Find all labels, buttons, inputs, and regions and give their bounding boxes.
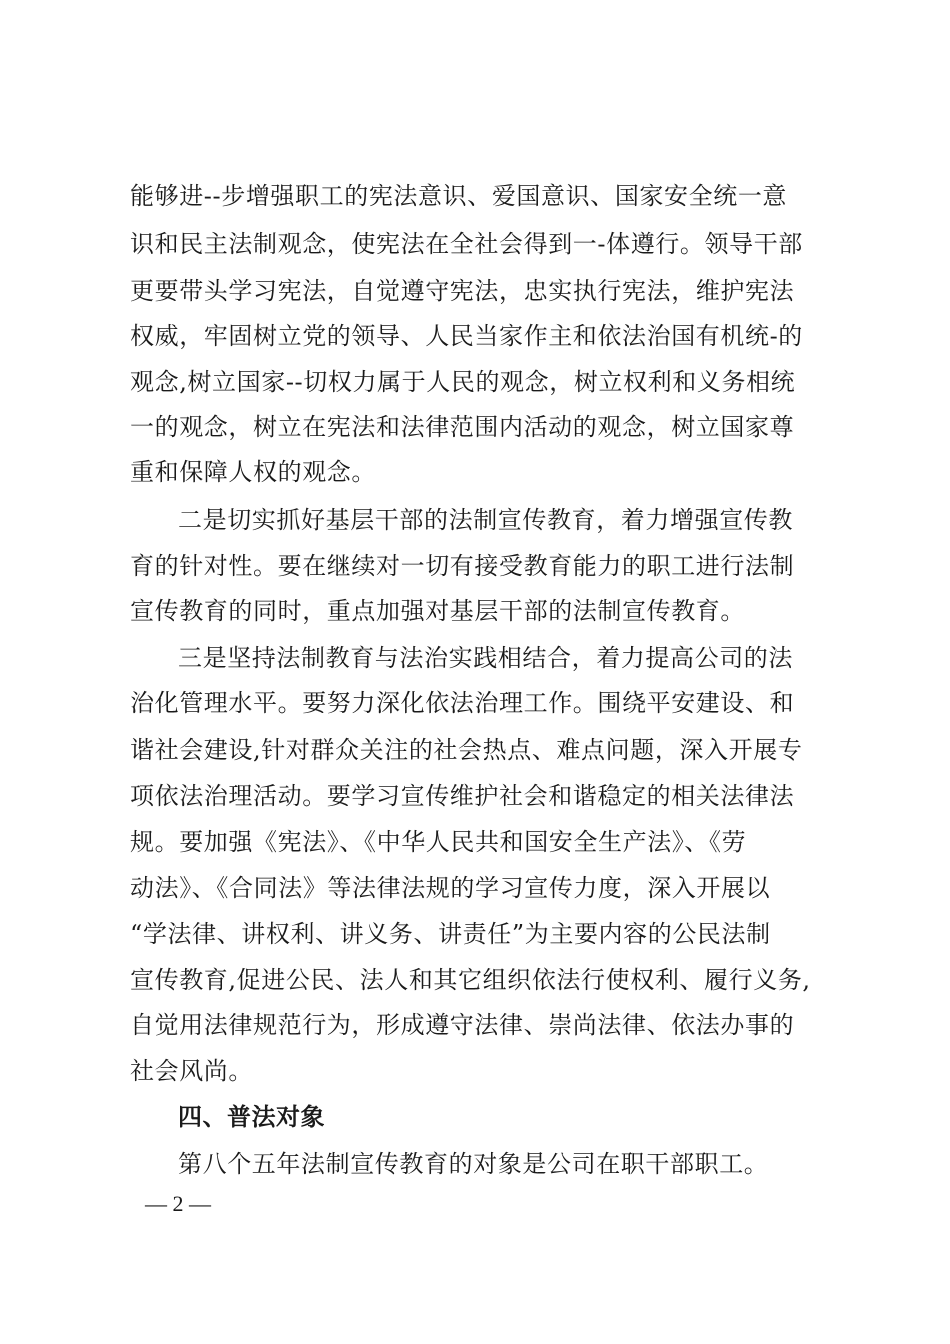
paragraph-1-line-1: 能够进--步增强职工的宪法意识、爱国意识、国家安全统一意 xyxy=(130,182,788,210)
paragraph-2-line-3: 宣传教育的同时，重点加强对基层干部的法制宣传教育。 xyxy=(130,597,745,625)
paragraph-1-line-6: 一的观念，树立在宪法和法律范围内活动的观念，树立国家尊 xyxy=(130,413,795,441)
paragraph-3-line-4: 项依法治理活动。要学习宣传维护社会和谐稳定的相关法律法 xyxy=(130,782,795,810)
paragraph-1-line-3: 更要带头学习宪法，自觉遵守宪法，忠实执行宪法，维护宪法 xyxy=(130,277,795,305)
paragraph-1-line-2: 识和民主法制观念，使宪法在全社会得到一-体遵行。领导干部 xyxy=(130,230,803,258)
paragraph-1-line-5: 观念,树立国家--切权力属于人民的观念，树立权利和义务相统 xyxy=(130,368,796,396)
paragraph-2-line-1: 二是切实抓好基层干部的法制宣传教育，着力增强宣传教 xyxy=(178,506,793,534)
section-heading: 四、普法对象 xyxy=(178,1103,325,1131)
page-number: — 2 — xyxy=(145,1191,211,1216)
paragraph-2-line-2: 育的针对性。要在继续对一切有接受教育能力的职工进行法制 xyxy=(130,552,795,580)
paragraph-3-line-1: 三是坚持法制教育与法治实践相结合，着力提高公司的法 xyxy=(178,644,793,672)
paragraph-3-line-3: 谐社会建设,针对群众关注的社会热点、难点问题，深入开展专 xyxy=(130,736,803,764)
paragraph-4-line-1: 第八个五年法制宣传教育的对象是公司在职干部职工。 xyxy=(178,1150,769,1178)
paragraph-3-line-8: 宣传教育,促进公民、法人和其它组织依法行使权利、履行义务, xyxy=(130,966,811,994)
paragraph-3-line-10: 社会风尚。 xyxy=(130,1057,253,1085)
paragraph-3-line-9: 自觉用法律规范行为，形成遵守法律、崇尚法律、依法办事的 xyxy=(130,1011,795,1039)
paragraph-3-line-6: 动法》、《合同法》等法律法规的学习宣传力度，深入开展以 xyxy=(130,874,771,902)
paragraph-3-line-5: 规。要加强《宪法》、《中华人民共和国安全生产法》、《劳 xyxy=(130,828,747,856)
paragraph-3-line-7: “学法律、讲权利、讲义务、讲责任”为主要内容的公民法制 xyxy=(130,920,771,948)
paragraph-1-line-4: 权威，牢固树立党的领导、人民当家作主和依法治国有机统-的 xyxy=(130,322,803,350)
paragraph-3-line-2: 治化管理水平。要努力深化依法治理工作。围绕平安建设、和 xyxy=(130,689,795,717)
paragraph-1-line-7: 重和保障人权的观念。 xyxy=(130,458,376,486)
